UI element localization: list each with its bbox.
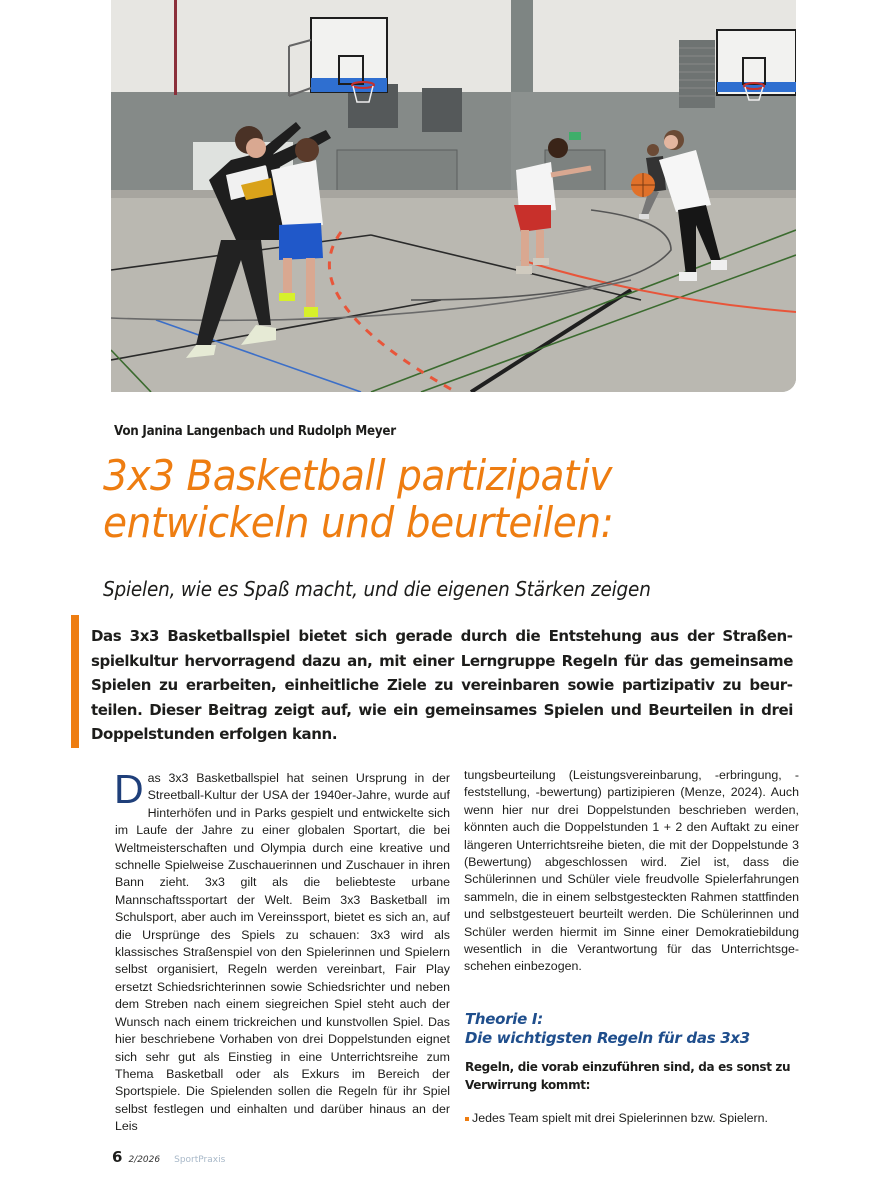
rule-text: Jedes Team spielt mit drei Spielerinnen bzw. Spielern. [472,1111,768,1125]
rule-item [465,1110,800,1127]
article-subtitle: Spielen, wie es Spaß macht, und die eigenen Stärken zeigen [103,577,651,601]
rules-intro: Regeln, die vorab einzuführen sind, da es sonst zu Verwirrung kommt: [465,1060,791,1092]
body-column-left [114,766,450,1136]
rules-list [465,1110,800,1127]
article-photo [111,0,796,392]
title-line-2: entwickeln und beurteilen: [103,498,614,547]
title-line-1: 3x3 Basketball partizipativ [103,451,612,500]
section-heading [465,1010,805,1048]
body-text-left: as 3x3 Basketballspiel hat seinen Ursprung in der Streetball-Kultur der USA der 1940er-Jahre, wurde auf Hinterhöfen und in Parks gespielt und entwickelte sich im Laufe der Jahre zu einer globalen Sportart, die bei Weltmeisterschaften und Olympia durch eine kreative und schnelle Spielweise Zuschauerinnen und Zuschauer in ihren Bann zieht. 3x3 gilt als die beliebteste urbane Mannschaftssportart der Welt. Beim 3x3 Basketball im Schulsport, aber auch im Vereinssport, bietet es sich an, auf die Ursprünge des Spiels zu schauen: 3x3 wird als klassisches Straßenspiel von den Spielerinnen und Spielern selbst organisiert, Regeln werden vereinbart, Fair Play ersetzt Schiedsrichterinnen sowie Schiedsrichter und neben dem Streben nach einem siegreichen Spiel steht auch der Wunsch nach einem trickreichen und kunstvollen Spiel. Das hier beschriebene Vorhaben von drei Doppelstunden eignet sich sehr gut als Einstieg in eine Unterrichtsreihe zum Thema Basketball oder als Exkurs im Bereich der Sportspiele. Die Spielenden sollen die Regeln für ihr Spiel selbst festlegen und einhalten und darüber hinaus an der Leis [115,771,450,1134]
article-title [103,452,773,546]
section-heading-line-1: Theorie I: [465,1010,543,1028]
byline: Von Janina Langenbach und Rudolph Meyer [114,424,396,439]
page-footer [112,1148,225,1166]
gym-scene-illustration [111,0,796,392]
bullet-square-icon [465,1117,469,1121]
section-heading-line-2: Die wichtigsten Regeln für das 3x3 [465,1029,750,1047]
lead-paragraph: Das 3x3 Basketballspiel bietet sich gerade durch die Entstehung aus der Straßenspielkultur hervorragend dazu an, mit einer Lerngruppe Regeln für das gemeinsame Spielen zu erarbeiten, einheitliche Ziele zu vereinbaren sowie partizipativ zu beurteilen. Dieser Beitrag zeigt auf, wie ein gemeinsames Spielen und Beurteilen in drei Doppelstunden erfolgen kann. [91,627,793,743]
drop-cap: D [114,766,144,812]
issue-number: 2/2026 [128,1155,161,1165]
journal-name: SportPraxis [174,1155,226,1165]
page-number: 6 [112,1148,123,1166]
body-column-right: tungsbeurteilung (Leistungsvereinbarung, -erbringung, -feststellung, -bewertung) partizipieren (Menze, 2024). Auch wenn hier nur drei Doppelstunden beschrieben werden, könnten auch die Doppelstunden 1 + 2 den Auftakt zu einer längeren Unterrichtsreihe bieten, die mit der Doppelstunde 3 (Bewertung) abgeschlossen wird. Ziel ist, dass die Schülerinnen und Schüler viele freudvolle Spielerfahrungen sammeln, die in einem selbstgesteckten Rahmen stattfinden und selbstgesteuert beurteilt werden. Die Schülerinnen und Schüler werden hiermit im Sinne einer Demokratiebildung wesentlich in die Verantwortung für das Unterrichtsgeschehen einbezogen. [464,768,799,974]
lead-accent-bar [71,615,79,748]
